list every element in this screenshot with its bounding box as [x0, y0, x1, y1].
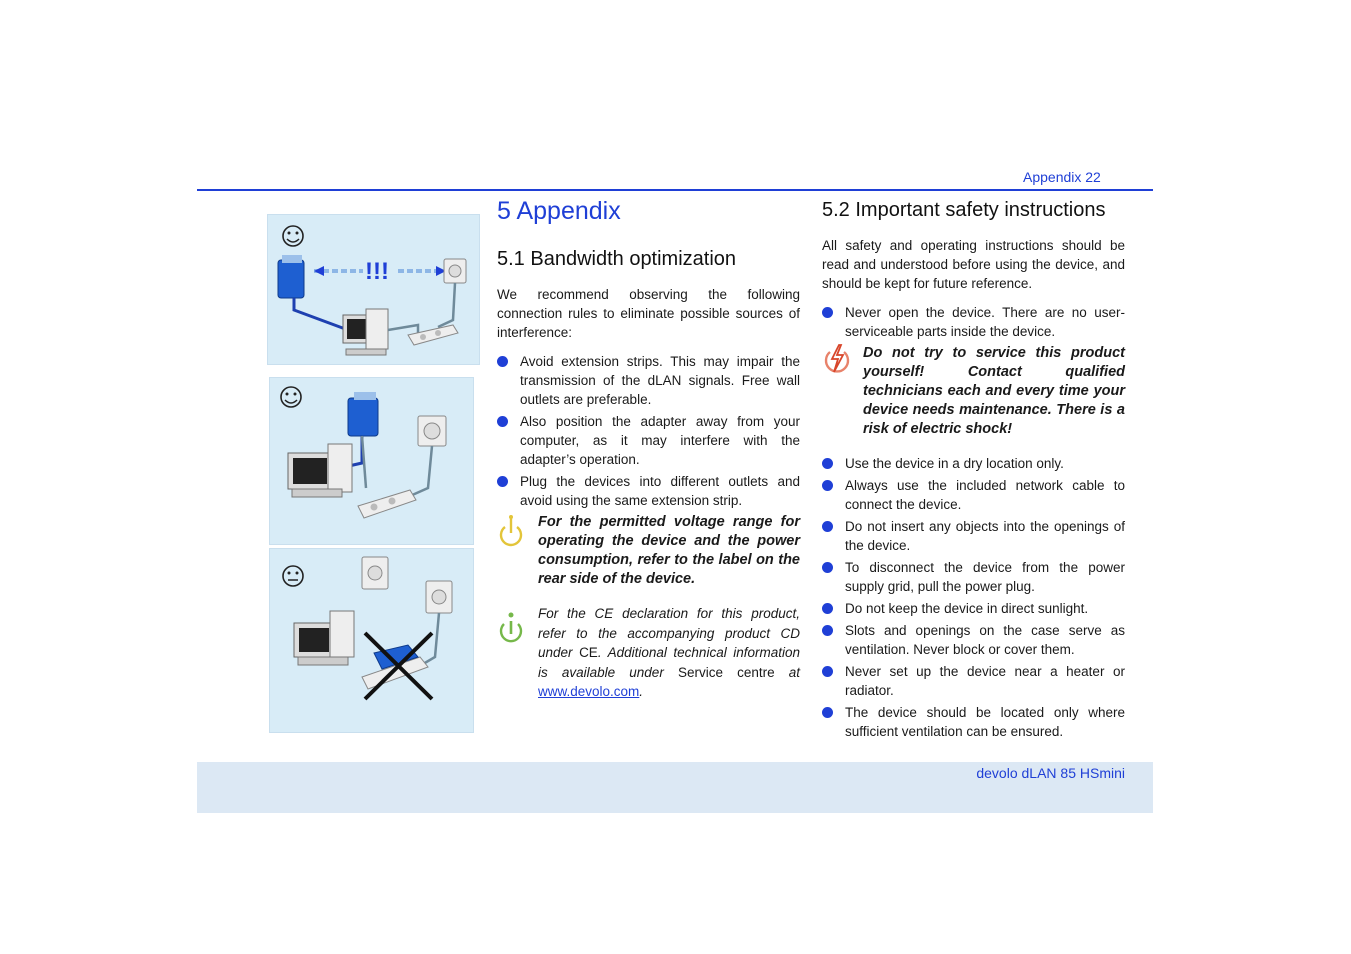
extension-strip-icon	[408, 325, 458, 345]
info-power-icon	[497, 513, 525, 547]
electric-shock-icon	[822, 342, 852, 380]
illustration-panel-extension-strip	[269, 377, 474, 545]
adapter-icon	[278, 255, 304, 298]
wall-outlet-icon	[426, 581, 452, 613]
note-ce-ce: CE	[579, 645, 598, 660]
list-item: The device should be located only where sufficient ventilation can be ensured.	[822, 703, 1125, 741]
note-ce-part2: . Additional technical information is available under	[538, 645, 801, 680]
list-item: Always use the included network cable to connect the device.	[822, 476, 1125, 514]
adapter-icon	[348, 392, 378, 436]
warning-text: Do not try to service this product yourself! Contact qualified technicians each and every time your device needs maintenance. There is a risk of electric shock!	[863, 345, 1125, 437]
computer-icon	[294, 611, 354, 665]
page-footer	[197, 762, 1153, 813]
warning-electric-shock	[822, 344, 1125, 439]
list-item: To disconnect the device from the power supply grid, pull the power plug.	[822, 558, 1125, 596]
section-title-bandwidth: 5.1 Bandwidth optimization	[497, 248, 737, 270]
neutral-face-icon	[283, 566, 303, 586]
note-ce-at: at	[774, 664, 800, 680]
info-icon	[497, 610, 525, 644]
list-item: Use the device in a dry location only.	[822, 454, 1125, 473]
bandwidth-bullet-list	[497, 352, 800, 510]
page-header-label: Appendix 22	[1023, 169, 1101, 185]
header-rule	[197, 189, 1153, 191]
section-safety-instructions	[822, 199, 1125, 744]
list-item: Never set up the device near a heater or radiator.	[822, 662, 1125, 700]
list-item: Also position the adapter away from your computer, as it may interfere with the adapter’s operation.	[497, 412, 800, 469]
safety-first-bullet	[822, 303, 1125, 341]
section-title-safety: 5.2 Important safety instructions	[822, 199, 1106, 221]
list-item: Slots and openings on the case serve as ventilation. Never block or cover them.	[822, 621, 1125, 659]
section-intro: We recommend observing the following connection rules to eliminate possible sources of interference:	[497, 287, 800, 340]
list-item: Never open the device. There are no user-serviceable parts inside the device.	[822, 303, 1125, 341]
illustration-panel-adapter-on-strip	[269, 548, 474, 733]
chapter-title: 5 Appendix	[497, 197, 621, 225]
wall-outlet-icon	[418, 416, 446, 446]
list-item: Plug the devices into different outlets and avoid using the same extension strip.	[497, 472, 800, 510]
computer-icon	[343, 309, 388, 355]
list-item: Avoid extension strips. This may impair the transmission of the dLAN signals. Free wall outlets are preferable.	[497, 352, 800, 409]
safety-bullet-list	[822, 454, 1125, 741]
safety-intro: All safety and operating instructions should be read and understood before using the device, and should be kept for future reference.	[822, 238, 1125, 291]
wall-outlet-icon	[362, 557, 388, 589]
note-ce-text	[538, 604, 800, 702]
note-ce-part1: For the CE declaration for this product, refer to the accompanying product CD under	[538, 606, 800, 660]
illustration-panel-extension-far	[267, 214, 480, 365]
note-power-label	[497, 513, 800, 589]
note-power-text: For the permitted voltage range for operating the device and the power consumption, refer to the label on the rear side of the device.	[538, 514, 800, 587]
list-item: Do not insert any objects into the openings of the device.	[822, 517, 1125, 555]
computer-icon	[288, 444, 352, 497]
note-ce-end: .	[639, 684, 644, 699]
devolo-link[interactable]: www.devolo.com	[538, 684, 640, 699]
note-ce-service: Service centre	[677, 664, 775, 680]
happy-face-icon	[281, 387, 301, 407]
list-item: Do not keep the device in direct sunlight.	[822, 599, 1125, 618]
warning-mark: !!!	[365, 258, 389, 285]
product-name: devolo dLAN 85 HSmini	[976, 765, 1125, 781]
happy-face-icon	[283, 226, 303, 246]
extension-strip-icon	[358, 490, 416, 518]
wall-outlet-icon	[444, 259, 466, 283]
note-ce-declaration	[497, 604, 800, 702]
section-bandwidth-optimization	[497, 248, 800, 702]
